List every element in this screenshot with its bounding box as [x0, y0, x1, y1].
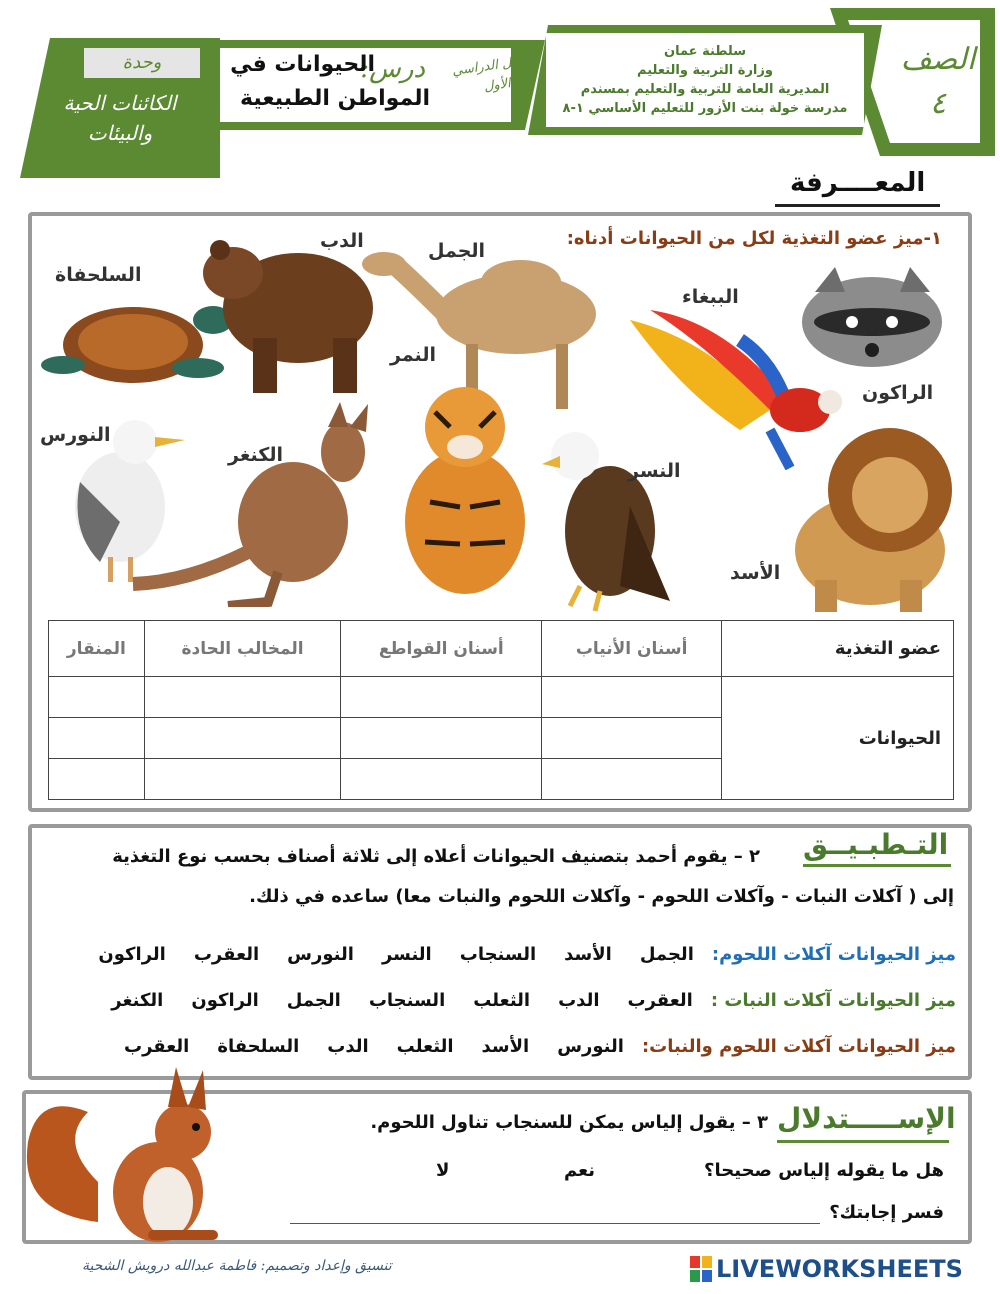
sort-option[interactable]: السلحفاة [217, 1035, 300, 1057]
sort-label-herbivores: ميز الحيوانات آكلات النبات : [710, 989, 956, 1011]
table-cell-drop[interactable] [144, 717, 341, 758]
table-col-beak: المنقار [49, 621, 145, 677]
sort-option[interactable]: الثعلب [396, 1035, 454, 1057]
label-bear: الدب [320, 230, 364, 252]
sort-option[interactable]: النورس [287, 943, 354, 965]
title-underline [777, 1140, 949, 1143]
credit-text: تنسيق وإعداد وتصميم: فاطمة عبدالله درويش الشحية [82, 1258, 392, 1274]
sort-label-omnivores: ميز الحيوانات آكلات اللحوم والنبات: [641, 1035, 956, 1057]
sort-option[interactable]: الدب [558, 989, 600, 1011]
school-line-country: سلطنة عمان [663, 44, 747, 59]
table-cell-drop[interactable] [49, 677, 145, 718]
table-cell-drop[interactable] [542, 717, 722, 758]
title-underline [803, 864, 951, 867]
table-cell-drop[interactable] [341, 758, 542, 799]
title-underline [775, 204, 940, 207]
sort-label-carnivores: ميز الحيوانات آكلات اللحوم: [711, 943, 956, 965]
lion-icon [760, 420, 955, 615]
liveworksheets-text: LIVEWORKSHEETS [716, 1255, 963, 1283]
label-turtle: السلحفاة [55, 264, 142, 286]
label-tiger: النمر [390, 344, 436, 366]
table-cell-drop[interactable] [49, 758, 145, 799]
lesson-title-line2: المواطن الطبيعية [240, 86, 430, 111]
kangaroo-icon [128, 402, 390, 607]
question-3-statement: ٣ – يقول إلياس يمكن للسنجاب تناول اللحوم. [370, 1112, 768, 1133]
section-reasoning-title: الإســـــتدلال [777, 1102, 956, 1135]
label-eagle: النسر [628, 460, 681, 482]
sort-option[interactable]: الأسد [564, 943, 612, 965]
question-2-line1: ٢ – يقوم أحمد بتصنيف الحيوانات أعلاه إلى ثلاثة أصناف بحسب نوع التغذية [112, 846, 760, 867]
feeding-organ-table [48, 620, 954, 800]
school-info-box [528, 25, 882, 135]
school-line-ministry: وزارة التربية والتعليم [637, 63, 773, 78]
table-col-incisors: أسنان القواطع [341, 621, 542, 677]
table-cell-drop[interactable] [144, 677, 341, 718]
unit-label: وحدة [82, 46, 202, 80]
table-row-header-animals: الحيوانات [722, 677, 954, 800]
sort-row-carnivores [74, 938, 956, 970]
liveworksheets-logo [690, 1254, 963, 1284]
question-2-line2: إلى ( آكلات النبات - وآكلات اللحوم - وآكلات اللحوم والنبات معا) ساعده في ذلك. [249, 886, 954, 907]
question-3-explain: فسر إجابتك؟ [829, 1202, 944, 1223]
sort-option[interactable]: السنجاب [368, 989, 446, 1011]
table-cell-drop[interactable] [542, 758, 722, 799]
squirrel-icon [18, 1062, 230, 1248]
lesson-label: درس: [360, 54, 425, 84]
sort-option[interactable]: الجمل [639, 943, 694, 965]
label-lion: الأسد [730, 562, 781, 584]
section-knowledge-title: المعــــرفة [790, 168, 926, 198]
table-cell-drop[interactable] [49, 717, 145, 758]
section-application-title: التـطبـيــق [803, 828, 949, 861]
sort-option[interactable]: الأسد [481, 1035, 530, 1057]
unit-box [20, 38, 220, 178]
eagle-icon [540, 426, 680, 616]
sort-option[interactable]: العقرب [124, 1035, 190, 1057]
sort-option[interactable]: النسر [381, 943, 432, 965]
table-cell-drop[interactable] [542, 677, 722, 718]
no-option[interactable]: لا [436, 1160, 450, 1181]
grade-badge-text: الصف ٤ [900, 42, 976, 121]
sort-option[interactable]: العقرب [627, 989, 693, 1011]
school-line-directorate: المديرية العامة للتربية والتعليم بمسندم [580, 82, 830, 97]
table-cell-drop[interactable] [341, 677, 542, 718]
semester-label: الفصل الدراسي الأول [451, 52, 538, 95]
sort-row-herbivores [87, 984, 956, 1016]
label-raccoon: الراكون [862, 382, 934, 404]
label-parrot: الببغاء [682, 286, 739, 308]
sort-option[interactable]: العقرب [193, 943, 260, 965]
lesson-title-box [200, 40, 545, 130]
tiger-icon [390, 382, 540, 604]
question-1: ١-ميز عضو التغذية لكل من الحيوانات أدناه: [566, 228, 942, 249]
sort-option[interactable]: الراكون [191, 989, 259, 1011]
sort-row-omnivores [100, 1030, 956, 1062]
raccoon-icon [790, 262, 955, 372]
sort-option[interactable]: النورس [557, 1035, 624, 1057]
lesson-title-line1: الحيوانات في [230, 52, 375, 77]
sort-option[interactable]: السنجاب [459, 943, 537, 965]
table-col-canines: أسنان الأنياب [542, 621, 722, 677]
question-3-prompt: هل ما يقوله إلياس صحيحا؟ [704, 1160, 944, 1181]
sort-option[interactable]: الكنغر [111, 989, 164, 1011]
label-camel: الجمل [428, 240, 486, 262]
table-col-claws: المخالب الحادة [144, 621, 341, 677]
school-line-school: مدرسة خولة بنت الأزور للتعليم الأساسي ١-٨ [562, 101, 848, 116]
explanation-input[interactable] [290, 1200, 820, 1224]
table-cell-drop[interactable] [144, 758, 341, 799]
sort-option[interactable]: الجمل [286, 989, 341, 1011]
sort-option[interactable]: الدب [327, 1035, 369, 1057]
sort-option[interactable]: الراكون [98, 943, 166, 965]
unit-name: الكائنات الحية والبيئات [63, 91, 177, 145]
label-kangaroo: الكنغر [228, 444, 283, 466]
liveworksheets-icon [690, 1256, 712, 1282]
table-cell-drop[interactable] [341, 717, 542, 758]
bear-icon [198, 228, 378, 400]
table-row-header-feeding-organ: عضو التغذية [722, 621, 954, 677]
label-seagull: النورس [40, 424, 111, 446]
yes-option[interactable]: نعم [564, 1160, 596, 1181]
sort-option[interactable]: الثعلب [473, 989, 531, 1011]
